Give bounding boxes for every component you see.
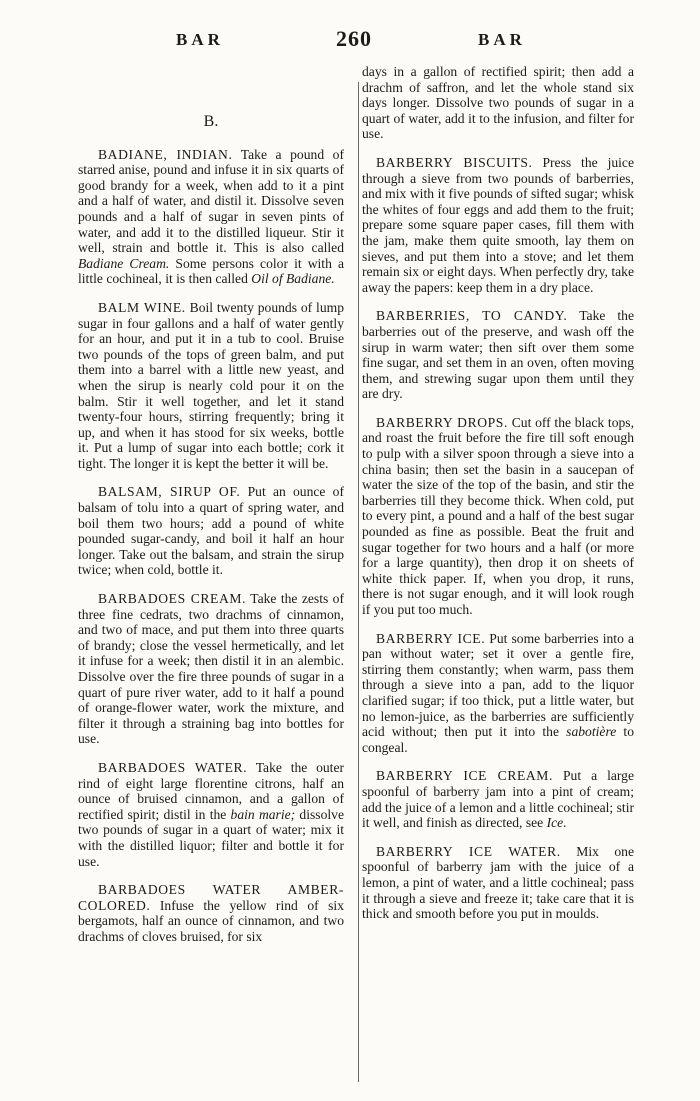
entry-text: Take the zests of three fine cedrats, two drachms of cinnamon, and two of mace, and put them into three quarts of brandy; close the vessel hermetically, and let it infuse for a week; then distil it in an alembic. Dissolve over the fire three pounds of sugar in a quart of pure river water, add to it half a pound of orange-flower water, work the mixture, and filter it through a straining bag into bottles for use. — [78, 591, 344, 747]
running-head-left: BAR — [176, 30, 224, 49]
entry-emphasis: Oil of Badiane. — [251, 271, 335, 287]
entry-text: Take the outer rind of eight large florentine citrons, half an ounce of bruised cinnamon, and a gallon of rectified spirit; distil in the — [78, 759, 344, 822]
entry-title: BARBERRY DROPS. — [376, 414, 508, 430]
entry-text: Take a pound of starred anise, pound and infuse it in six quarts of good brandy for a week, when add to it a pint and a half of water, and distil it. Dissolve seven pounds and a half of sugar in seven pints of water, and add it to the distilled liqueur. Stir it well, strain and bottle it. This is also called — [78, 146, 344, 256]
recipe-entry — [78, 147, 344, 287]
recipe-entry — [78, 882, 344, 944]
entry-title: BARBERRY ICE CREAM. — [376, 768, 553, 784]
recipe-entry — [362, 844, 634, 922]
entry-text: to congeal. — [362, 724, 634, 755]
entry-text: Boil twenty pounds of lump sugar in four gallons and a half of water gently for an hour, and put it in a tub to cool. Bruise two pounds of the tops of green balm, and put them into a barrel with a little new yeast, and when the sirup is nearly cold pour it on the balm. Stir it well together, and let it stand twenty-four hours, stirring frequently; bring it up, and when it has stood for six weeks, bottle it. Put a lump of sugar into each bottle; cork it tight. The longer it is kept the better it will be. — [78, 299, 344, 471]
entry-text: dissolve two pounds of sugar in a quart of water; mix it with the distilled liquor; filter and bottle it for use. — [78, 806, 344, 869]
entry-text: days in a gallon of rectified spirit; then add a drachm of saffron, and let the whole stand six days longer. Dissolve two pounds of sugar in a quart of water, add it to the infusion, and filter for use. — [362, 64, 634, 142]
recipe-entry — [362, 308, 634, 402]
entry-emphasis: bain marie; — [230, 806, 296, 822]
recipe-entry — [78, 300, 344, 472]
entry-title: BALSAM, SIRUP OF. — [98, 484, 241, 500]
entry-text: Infuse the yellow rind of six bergamots, half an ounce of cinnamon, and two drachms of cloves bruised, for six — [78, 897, 344, 944]
entry-title: BARBADOES WATER. — [98, 759, 248, 775]
entry-emphasis: sabotière — [566, 724, 617, 740]
left-column — [78, 114, 344, 958]
recipe-entry — [362, 631, 634, 756]
section-letter: B. — [203, 113, 219, 130]
column-divider — [358, 82, 359, 1082]
entry-title: BALM WINE. — [98, 299, 186, 315]
entry-emphasis: Badiane Cream. — [78, 255, 170, 271]
entry-text: Cut off the black tops, and roast the fruit before the fire till soft enough to pulp with a silver spoon through a sieve into a china basin; then set the basin in a saucepan of water the size of the top of the basin, and stir the barberries till they become thick. When cold, put to every pint, a pound and a half of the best sugar pounded as fine as possible. Beat the fruit and sugar together for two hours and a half (or more for a large quantity), then drop it on sheets of white thick paper. If, when you drop, it runs, there is not sugar enough, and it will look rough if you put too much. — [362, 414, 634, 617]
entry-title: BARBERRY BISCUITS. — [376, 154, 533, 170]
entry-title: BARBERRIES, TO CANDY. — [376, 308, 568, 324]
entry-title: BARBERRY ICE WATER. — [376, 843, 561, 859]
left-entries — [78, 147, 344, 945]
running-head-right: BAR — [478, 30, 526, 49]
recipe-entry — [362, 415, 634, 618]
recipe-entry — [362, 768, 634, 830]
entry-title: BADIANE, INDIAN. — [98, 146, 233, 162]
entry-text: Some persons color it with a little cochineal, it is then called — [78, 255, 344, 287]
entry-text: Press the juice through a sieve from two pounds of barberries, and mix with it five pounds of sifted sugar; whisk the whites of four eggs and add them to the fruit; prepare some square paper cases, fill them with the jam, make them quite smooth, lay them on sieves, and put them into a stove; and let them remain six or eight days. When perfectly dry, take away the papers: keep them in a dry place. — [362, 154, 634, 295]
right-column — [362, 64, 634, 935]
entry-emphasis: Ice. — [546, 815, 567, 831]
recipe-entry — [78, 591, 344, 747]
entry-title: BARBADOES CREAM. — [98, 591, 247, 607]
recipe-entry — [362, 155, 634, 295]
entry-title: BARBERRY ICE. — [376, 630, 486, 646]
entry-text: Put a large spoonful of barberry jam into a pint of cream; add the juice of a lemon and a little cochineal; stir it well, and finish as directed, see — [362, 768, 634, 831]
recipe-entry — [78, 760, 344, 869]
page-number: 260 — [336, 26, 372, 51]
recipe-entry — [78, 484, 344, 578]
entry-text: Take the barberries out of the preserve, and wash off the sirup in warm water; then sift over them some fine sugar, and set them in an oven, often moving them, and strewing sugar upon them until they are dry. — [362, 308, 634, 402]
recipe-entry — [362, 64, 634, 142]
entry-title: BARBADOES WATER AMBER-COLORED. — [78, 882, 344, 913]
right-entries — [362, 64, 634, 922]
entry-text: Mix one spoonful of barberry jam with the juice of a lemon, a pint of water, and a little cochineal; pass it through a sieve and freeze it; take care that it is thick and smooth before you put in moulds. — [362, 843, 635, 922]
entry-text: Put some barberries into a pan without water; set it over a gentle fire, stirring them constantly; when warm, pass them through a sieve into a pan, add to the liquor clarified sugar; if too thick, put a little water, but no lemon-juice, as the barberries are sufficiently acid without; then put it into the — [362, 630, 634, 740]
entry-text: Put an ounce of balsam of tolu into a quart of spring water, and boil them two hours; add a pound of white pounded sugar-candy, and boil it half an hour longer. Take out the balsam, and strain the sirup twice; when cold, bottle it. — [78, 484, 344, 578]
